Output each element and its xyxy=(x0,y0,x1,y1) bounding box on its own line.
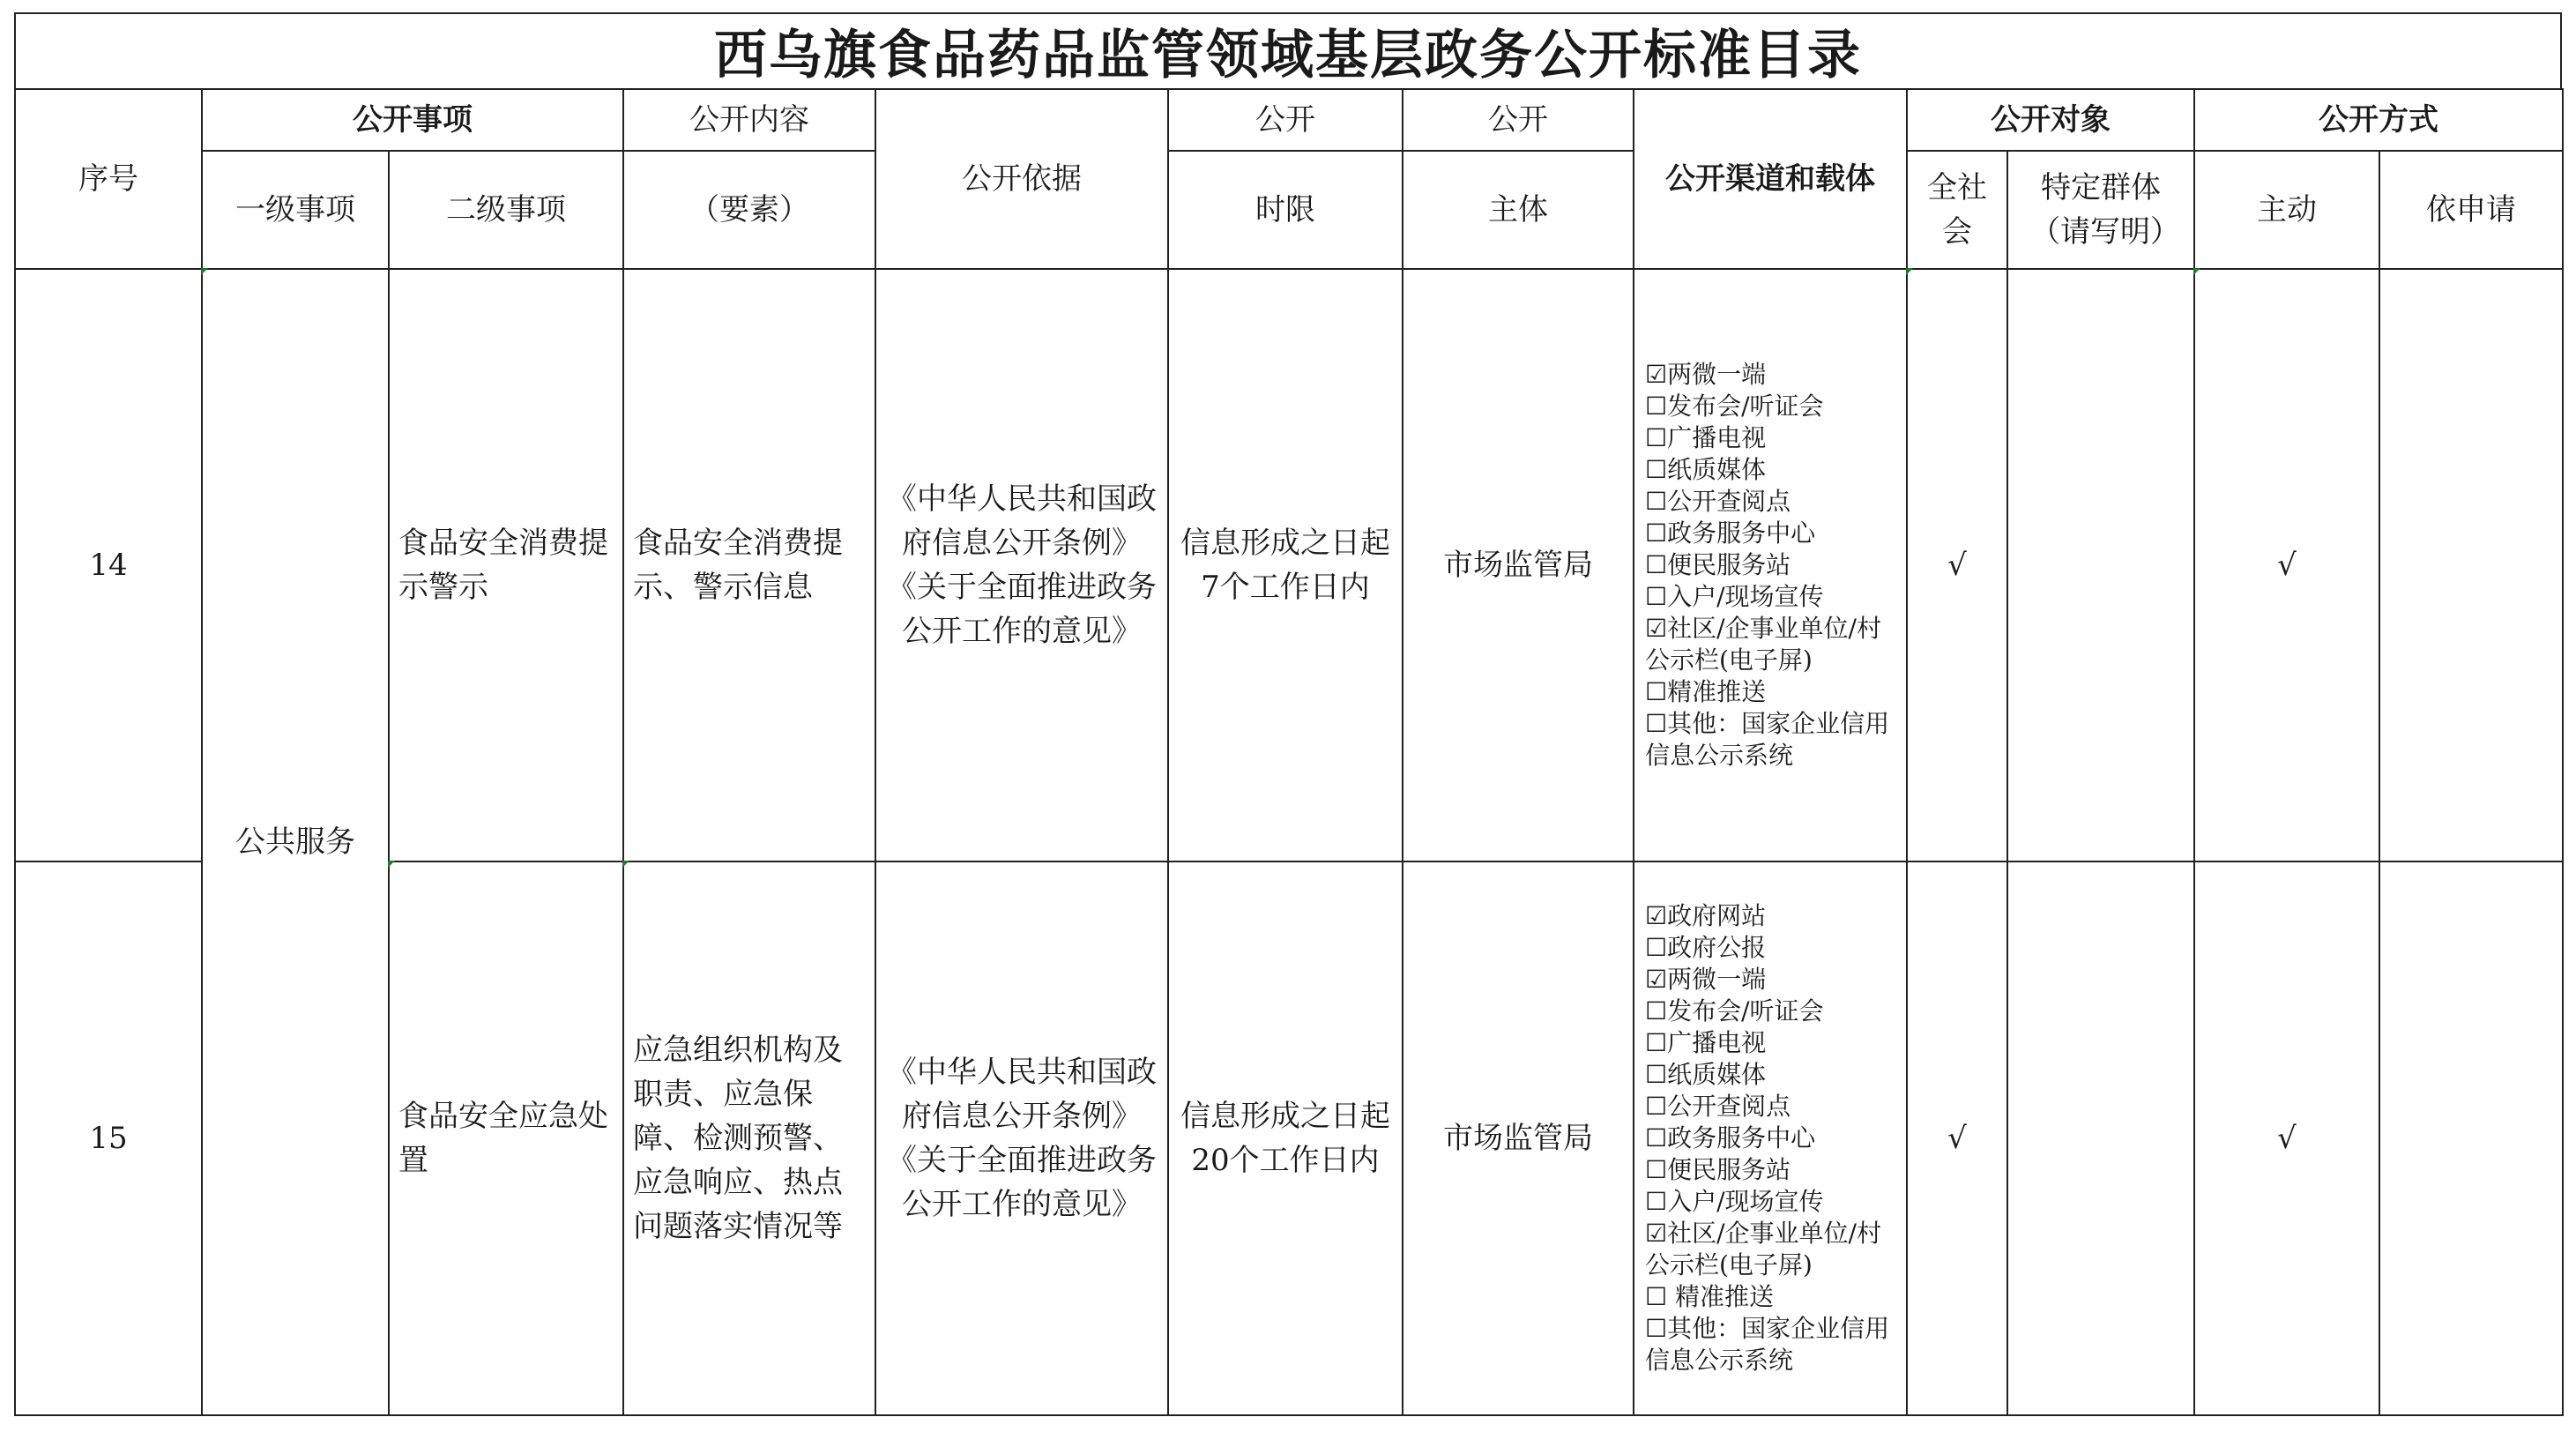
header-target-specific-text: 特定群体（请写明） xyxy=(2030,170,2180,250)
table-row xyxy=(15,269,2563,861)
header-level1: 一级事项 xyxy=(202,151,389,269)
channel-option: ☐其他：国家企业信用信息公示系统 xyxy=(1645,709,1890,770)
row15-method-active: √ xyxy=(2194,861,2379,1415)
row15-target-specific xyxy=(2007,861,2194,1415)
header-target-all-text: 全社会 xyxy=(1927,170,1987,250)
catalog-sheet xyxy=(14,12,2562,1420)
page-title: 西乌旗食品药品监管领域基层政务公开标准目录 xyxy=(14,12,2562,88)
header-items-group: 公开事项 xyxy=(202,89,623,151)
row14-subject: 市场监管局 xyxy=(1403,269,1634,861)
channel-option: ☑社区/企事业单位/村公示栏(电子屏) xyxy=(1645,1219,1881,1279)
header-method-active: 主动 xyxy=(2194,151,2379,269)
channel-option: ☐广播电视 xyxy=(1645,423,1767,452)
channel-option: ☑政府网站 xyxy=(1645,901,1767,930)
header-target-all xyxy=(1907,151,2007,269)
header-time-top: 公开 xyxy=(1168,89,1403,151)
channel-option: ☑社区/企事业单位/村公示栏(电子屏) xyxy=(1645,614,1881,675)
header-content-bottom: （要素） xyxy=(623,151,875,269)
channel-option: ☐精准推送 xyxy=(1645,677,1767,706)
channel-option: ☐ 精准推送 xyxy=(1645,1282,1775,1311)
channel-option: ☐纸质媒体 xyxy=(1645,1060,1767,1089)
channel-option: ☐公开查阅点 xyxy=(1645,487,1791,516)
catalog-table xyxy=(14,88,2564,1416)
channel-option: ☐便民服务站 xyxy=(1645,1155,1791,1184)
header-target-group: 公开对象 xyxy=(1907,89,2194,151)
table-row xyxy=(15,861,2563,1415)
row15-method-request xyxy=(2379,861,2563,1415)
channel-option: ☐政务服务中心 xyxy=(1645,1123,1816,1152)
row-level1: 公共服务 xyxy=(202,269,389,1415)
row15-time: 信息形成之日起20个工作日内 xyxy=(1168,861,1403,1415)
row14-target-specific xyxy=(2007,269,2194,861)
row14-level2: 食品安全消费提示警示 xyxy=(389,269,623,861)
row15-seq: 15 xyxy=(15,861,202,1415)
header-basis: 公开依据 xyxy=(875,89,1168,269)
row15-channels xyxy=(1634,861,1907,1415)
channel-option: ☐广播电视 xyxy=(1645,1028,1767,1057)
channel-option: ☐发布会/听证会 xyxy=(1645,392,1824,421)
header-channel-text: 公开渠道和载体 xyxy=(1665,161,1875,197)
row15-basis: 《中华人民共和国政府信息公开条例》《关于全面推进政务公开工作的意见》 xyxy=(875,861,1168,1415)
header-method-request: 依申请 xyxy=(2379,151,2563,269)
row14-time: 信息形成之日起7个工作日内 xyxy=(1168,269,1403,861)
channel-option: ☑两微一端 xyxy=(1645,965,1767,994)
channel-option: ☐其他：国家企业信用信息公示系统 xyxy=(1645,1314,1890,1375)
row15-subject: 市场监管局 xyxy=(1403,861,1634,1415)
channel-option: ☐入户/现场宣传 xyxy=(1645,1187,1824,1216)
header-time-bottom: 时限 xyxy=(1168,151,1403,269)
header-method-group: 公开方式 xyxy=(2194,89,2563,151)
row14-target-all: √ xyxy=(1907,269,2007,861)
header-seq: 序号 xyxy=(15,89,202,269)
header-content-top: 公开内容 xyxy=(623,89,875,151)
row15-target-all: √ xyxy=(1907,861,2007,1415)
row14-channels xyxy=(1634,269,1907,861)
channel-option: ☐便民服务站 xyxy=(1645,550,1791,579)
header-subject-bottom: 主体 xyxy=(1403,151,1634,269)
header-row-1 xyxy=(15,89,2563,151)
row15-level2: 食品安全应急处置 xyxy=(389,861,623,1415)
row14-method-active: √ xyxy=(2194,269,2379,861)
channel-option: ☐入户/现场宣传 xyxy=(1645,582,1824,611)
channel-option: ☐公开查阅点 xyxy=(1645,1092,1791,1121)
row15-content: 应急组织机构及职责、应急保障、检测预警、应急响应、热点问题落实情况等 xyxy=(623,861,875,1415)
channel-option: ☐发布会/听证会 xyxy=(1645,996,1824,1026)
channel-option: ☐政务服务中心 xyxy=(1645,518,1816,548)
channel-option: ☑两微一端 xyxy=(1645,360,1767,389)
row14-method-request xyxy=(2379,269,2563,861)
row14-seq: 14 xyxy=(15,269,202,861)
header-row-2 xyxy=(15,151,2563,269)
channel-option: ☐政府公报 xyxy=(1645,933,1767,962)
row14-content: 食品安全消费提示、警示信息 xyxy=(623,269,875,861)
header-channel xyxy=(1634,89,1907,269)
row14-basis: 《中华人民共和国政府信息公开条例》《关于全面推进政务公开工作的意见》 xyxy=(875,269,1168,861)
header-target-specific xyxy=(2007,151,2194,269)
header-subject-top: 公开 xyxy=(1403,89,1634,151)
header-level2: 二级事项 xyxy=(389,151,623,269)
channel-option: ☐纸质媒体 xyxy=(1645,455,1767,484)
